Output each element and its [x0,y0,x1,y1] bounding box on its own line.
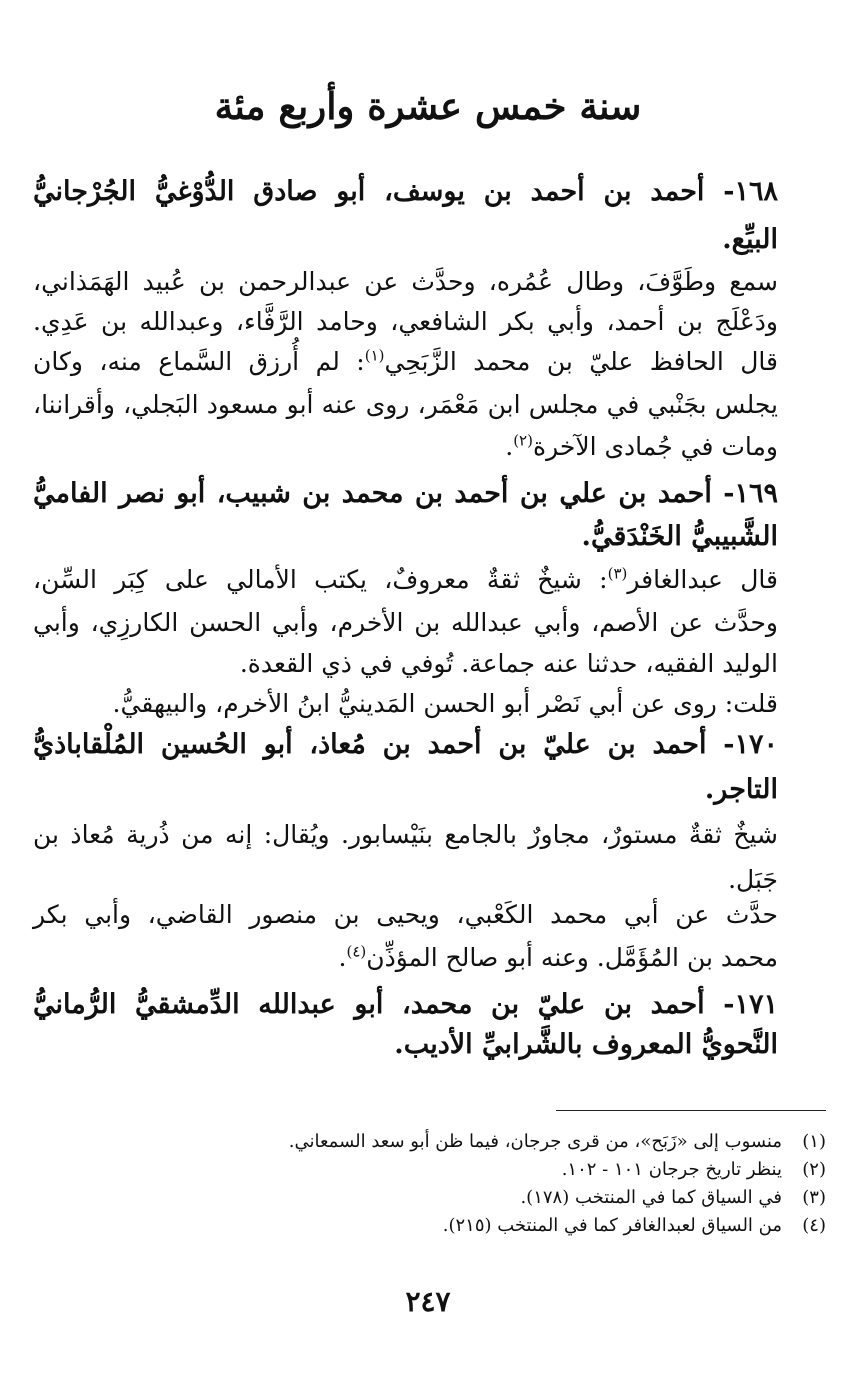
chapter-title: سنة خمس عشرة وأربع مئة [214,84,642,128]
line-text: النَّحويُّ المعروف بالشَّرابيِّ الأديب. [394,1029,778,1060]
line-text-continued: : شيخٌ ثقةٌ معروفٌ، يكتب الأمالي على كِبَر السِّن، [33,565,608,594]
line-text: محمد بن المُؤَمَّل. وعنه أبو صالح المؤذِّن [366,943,778,972]
footnote [26,1156,826,1184]
entry-heading-line [33,985,778,1025]
line-text-continued: . [338,943,347,972]
entry-heading-line [33,517,778,557]
entry-heading-line [33,220,778,260]
entry-heading-line [33,725,778,765]
footnote-number: (١) [802,1131,826,1152]
footnote [26,1212,826,1240]
text-line [33,427,778,467]
text-line [33,644,778,684]
line-text-continued: : لم أُرزق السَّماع منه، وكان [33,347,365,376]
line-text: البيِّع. [722,224,778,255]
footnote-number: (٤) [802,1215,826,1236]
text-line [33,385,778,425]
footnote-text: من السياق لعبدالغافر كما في المنتخب (٢١٥). [442,1215,782,1236]
footnote-text: منسوب إلى «زَبَح»، من قرى جرجان، فيما ظن أبو سعد السمعاني. [288,1131,782,1152]
footnote-number: (٢) [802,1159,826,1180]
line-text: التاجر. [704,774,778,805]
text-line [33,603,778,643]
entry-heading-line [33,172,778,212]
line-text: ١٧٠- أحمد بن عليّ بن أحمد بن مُعاذ، أبو الحُسين المُلْقاباذيُّ [33,729,778,760]
footnote-text: ينظر تاريخ جرجان ١٠١ - ١٠٢. [561,1159,782,1180]
footnote-marker: (٢) [513,431,533,450]
text-line [33,302,778,342]
line-text: شيخٌ ثقةٌ مستورٌ، مجاورٌ بالجامع بنَيْسابور. ويُقال: إنه من ذُرية مُعاذ بن [33,820,778,849]
line-text-continued: . [505,432,514,461]
line-text: قال عبدالغافر [627,565,779,594]
line-text: قال الحافظ عليّ بن محمد الزَّبَحِي [384,347,778,376]
line-text: جَبَل. [728,865,778,894]
line-text: ومات في جُمادى الآخرة [532,432,778,461]
footnote-marker: (٤) [346,942,367,961]
line-text: الشَّبيبيُّ الخَنْدَقيُّ. [581,521,778,552]
entry-heading-line [33,1025,778,1065]
line-text: الوليد الفقيه، حدثنا عنه جماعة. تُوفي في ذي القعدة. [239,649,778,678]
footnote-number: (٣) [802,1187,826,1208]
entry-heading-line [33,474,778,514]
page-number: ٢٤٧ [405,1285,451,1318]
line-text: يجلس بجَنْبي في مجلس ابن مَعْمَر، روى عنه أبو مسعود البَجلي، وأقراننا، [33,390,778,419]
footnote-separator [556,1110,826,1111]
text-line [33,684,778,724]
line-text: قلت: روى عن أبي نَصْر أبو الحسن المَدينيُّ ابنُ الأخرم، والبيهقيُّ. [112,689,778,718]
line-text: ١٦٩- أحمد بن علي بن أحمد بن محمد بن شبيب، أبو نصر الفاميُّ [33,478,778,509]
text-line [33,342,778,382]
footnote-marker: (٣) [607,564,628,583]
line-text: ١٧١- أحمد بن عليّ بن محمد، أبو عبدالله الدِّمشقيُّ الرُّمانيُّ [33,989,778,1020]
footnote [26,1184,826,1212]
footnote-text: في السياق كما في المنتخب (١٧٨). [520,1187,782,1208]
line-text: سمع وطَوَّفَ، وطال عُمُره، وحدَّث عن عبدالرحمن بن عُبيد الهَمَذاني، [33,267,778,296]
footnote-marker: (١) [364,346,385,365]
line-text: وحدَّث عن الأصم، وأبي عبدالله بن الأخرم، وأبي الحسن الكارزِي، وأبي [33,608,778,637]
text-line [33,860,778,900]
text-line [33,938,778,978]
line-text: حدَّث عن أبي محمد الكَعْبي، ويحيى بن منصور القاضي، وأبي بكر [33,900,778,929]
footnote [26,1128,826,1156]
text-line [33,895,778,935]
entry-heading-line [33,770,778,810]
text-line [33,815,778,855]
line-text: ودَعْلَج بن أحمد، وأبي بكر الشافعي، وحامد الرَّفَّاء، وعبدالله بن عَدِي. [33,307,778,336]
text-line [33,262,778,302]
text-line [33,560,778,600]
line-text: ١٦٨- أحمد بن أحمد بن يوسف، أبو صادق الدُّوْغيُّ الجُرْجانيُّ [33,176,778,207]
